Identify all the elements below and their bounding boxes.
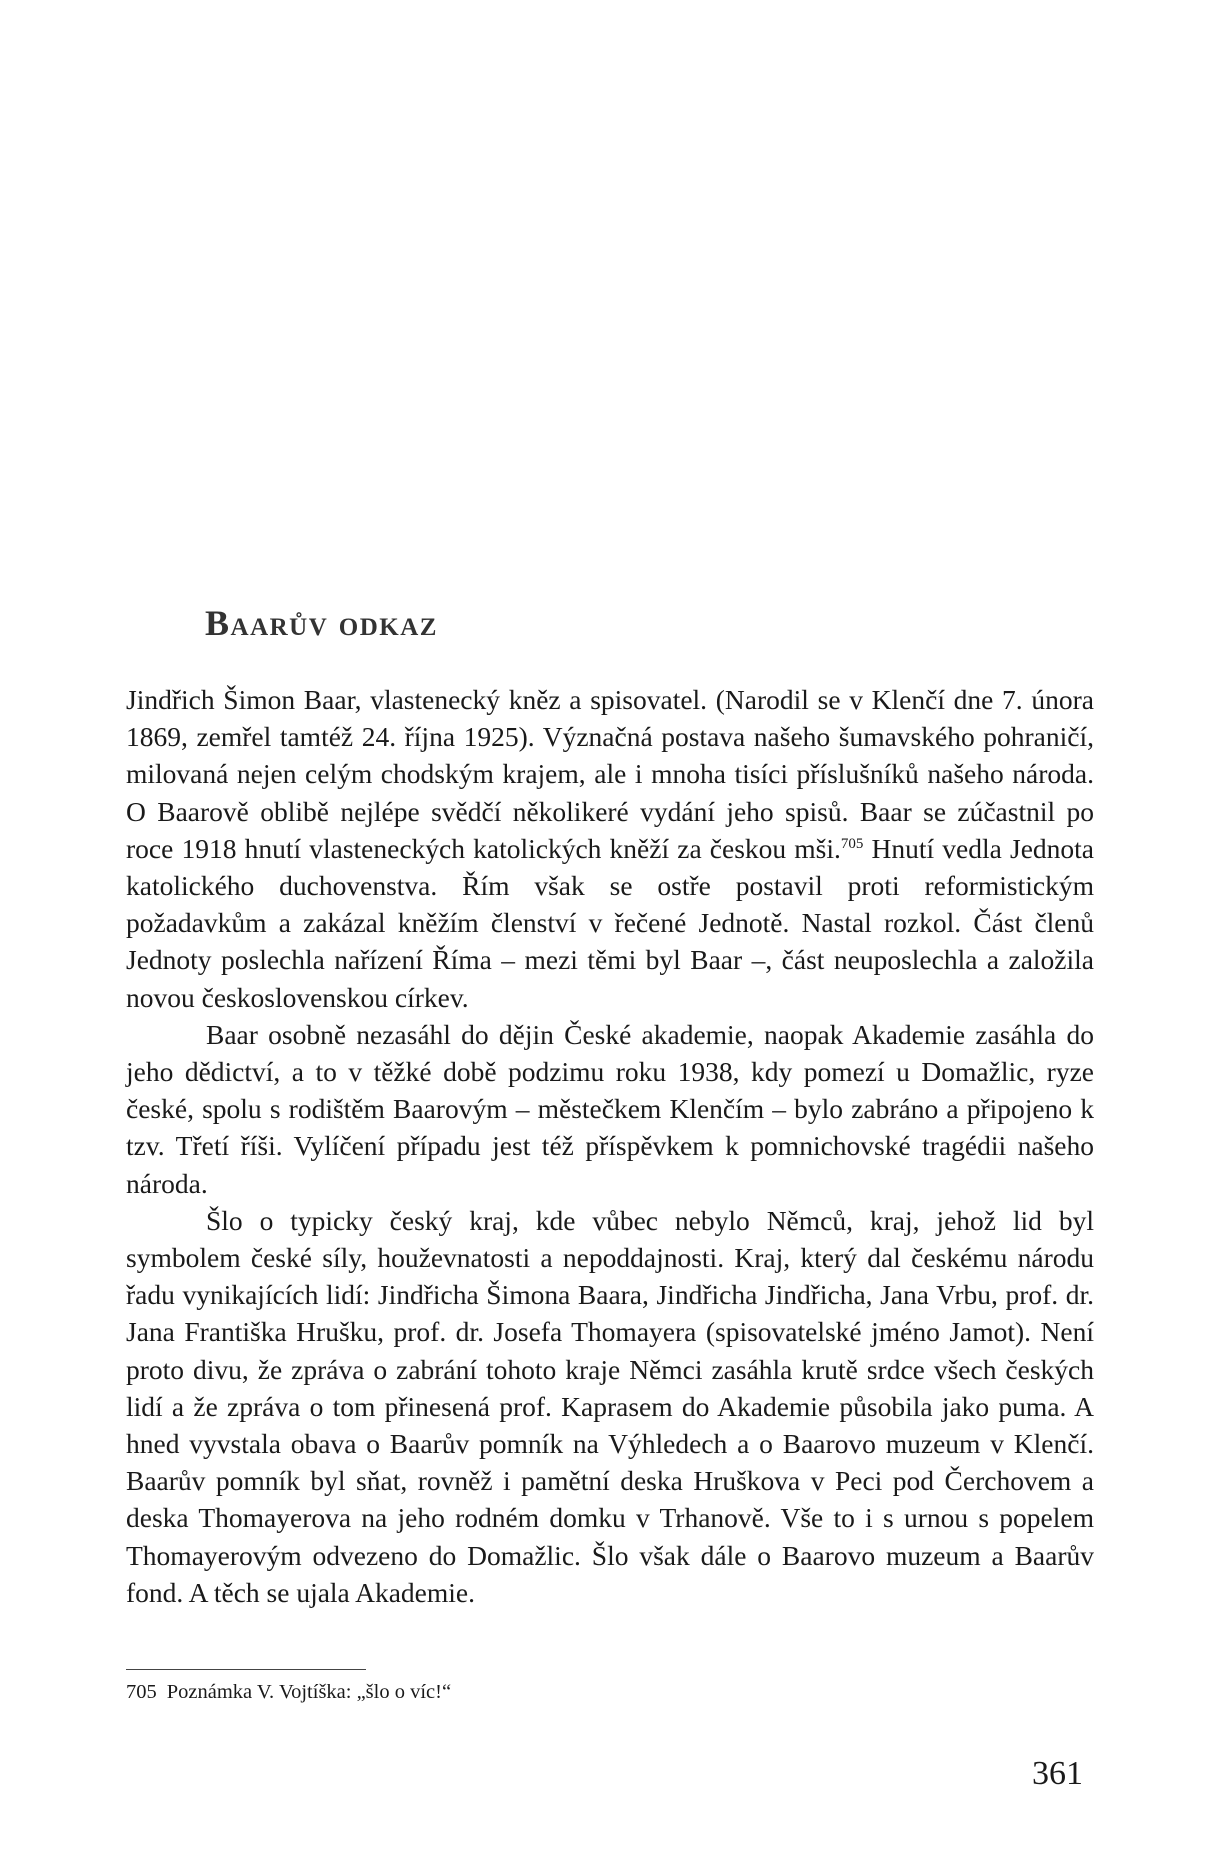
footnote — [126, 1678, 451, 1706]
paragraph-2: Baar osobně nezasáhl do dějin České akademie, naopak Akademie zasáhla do jeho dědictví, a to v těžké době podzimu roku 1938, kdy pomezí u Domažlic, ryze české, spolu s rodištěm Baarovým – městečkem Klenčím – bylo zabráno a připojeno k tzv. Třetí říši. Vylíčení případu jest též příspěvkem k pomnichovské tragédii našeho národa. — [126, 1018, 1094, 1199]
paragraph-1 — [126, 681, 1094, 1016]
page-number: 361 — [1032, 1755, 1083, 1792]
footnote-text: Poznámka V. Vojtíška: „šlo o víc!“ — [166, 1681, 452, 1703]
chapter-title: Baarův odkaz — [205, 603, 438, 643]
footnote-reference: 705 — [840, 835, 864, 852]
paragraph-1-text-a: Jindřich Šimon Baar, vlastenecký kněz a spisovatel. (Narodil se v Klenčí dne 7. února 1869, zemřel tamtéž 24. října 1925). Význačná postava našeho šumavského pohraničí, milovaná nejen celým chodským krajem, ale i mnoha tisíci příslušníků našeho národa. O Baarově oblibě nejlépe svědčí několikeré vydání jeho spisů. Baar se zúčastnil po roce 1918 hnutí vlasteneckých katolických kněží za českou mši. — [126, 684, 1094, 864]
paragraph-1-text-b: Hnutí vedla Jednota katolického duchovenstva. Řím však se ostře postavil proti reformistickým požadavkům a zakázal kněžím členství v řečené Jednotě. Nastal rozkol. Část členů Jednoty poslechla nařízení Říma – mezi těmi byl Baar –, část neuposlechla a založila novou československou církev. — [126, 832, 1094, 1013]
footnote-number: 705 — [126, 1681, 157, 1703]
paragraph-3: Šlo o typicky český kraj, kde vůbec nebylo Němců, kraj, jehož lid byl symbolem české síly, houževnatosti a nepoddajnosti. Kraj, který dal českému národu řadu vynikajících lidí: Jindřicha Šimona Baara, Jindřicha Jindřicha, Jana Vrbu, prof. dr. Jana Františka Hrušku, prof. dr. Josefa Thomayera (spisovatelské jméno Jamot). Není proto divu, že zpráva o zabrání tohoto kraje Němci zasáhla krutě srdce všech českých lidí a že zpráva o tom přinesená prof. Kaprasem do Akademie působila jako puma. A hned vyvstala obava o Baarův pomník na Výhledech a o Baarovo muzeum v Klenčí. Baarův pomník byl sňat, rovněž i pamětní deska Hruškova v Peci pod Čerchovem a deska Thomayerova na jeho rodném domku v Trhanově. Vše to i s urnou s popelem Thomayerovým odvezeno do Domažlic. Šlo však dále o Baarovo muzeum a Baarův fond. A těch se ujala Akademie. — [126, 1204, 1094, 1608]
body-text — [126, 681, 1094, 1611]
footnote-divider — [126, 1669, 366, 1670]
